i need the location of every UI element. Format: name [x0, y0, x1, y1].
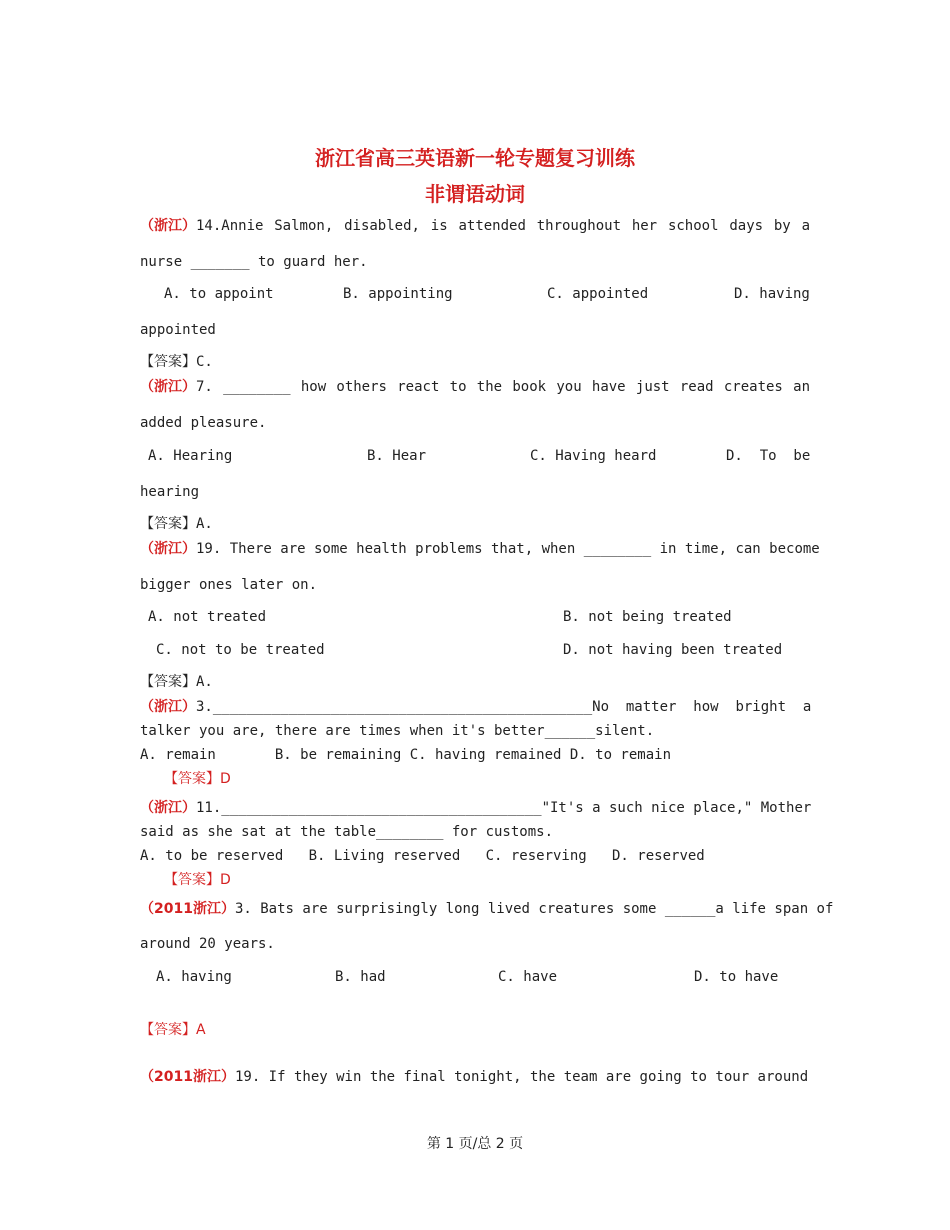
question-3-source: （浙江）	[140, 541, 196, 557]
question-4-line-2: talker you are, there are times when it's better______silent.	[140, 723, 655, 739]
question-2-option-a: A. Hearing	[148, 448, 233, 464]
question-5-line-2: said as she sat at the table________ for customs.	[140, 824, 554, 840]
question-3-line-2: bigger ones later on.	[140, 577, 318, 593]
question-1-option-a: A. to appoint	[164, 286, 274, 302]
question-1-option-b: B. appointing	[343, 286, 453, 302]
answer-label: 【答案】	[140, 516, 196, 532]
question-7-source: （2011浙江）	[140, 1069, 235, 1085]
question-6-line-1	[140, 899, 834, 919]
question-3-answer	[140, 672, 213, 692]
question-6-stem: 3. Bats are surprisingly long lived creatures some ______a life span of	[234, 901, 834, 917]
question-4-line-1	[140, 697, 810, 717]
question-5-answer: 【答案】D	[164, 872, 231, 888]
question-6-answer	[140, 1020, 206, 1040]
question-3-option-a: A. not treated	[148, 609, 267, 625]
question-5-source: （浙江）	[140, 800, 196, 816]
question-1-option-c: C. appointed	[547, 286, 649, 302]
question-5-line-1	[140, 798, 810, 818]
question-1-option-d: D. having	[734, 286, 810, 302]
answer-label: 【答案】	[140, 674, 196, 690]
question-1-source: （浙江）	[140, 218, 196, 234]
question-2-option-d: D. To be	[726, 448, 811, 464]
answer-value: C.	[196, 354, 213, 370]
question-3-stem: 19. There are some health problems that, when ________ in time, can become	[196, 541, 820, 557]
question-2-option-c: C. Having heard	[530, 448, 657, 464]
question-4-answer: 【答案】D	[164, 771, 231, 787]
answer-value: A.	[196, 674, 213, 690]
question-6-option-d: D. to have	[694, 969, 779, 985]
answer-value: A.	[196, 516, 213, 532]
question-3-option-d: D. not having been treated	[563, 642, 783, 658]
question-3-line-1	[140, 539, 820, 559]
question-1-stem: 14.Annie Salmon, disabled, is attended throughout her school days by a	[196, 218, 810, 234]
question-4-options: A. remain B. be remaining C. having remained D. to remain	[140, 747, 672, 763]
page-footer: 第 1 页/总 2 页	[426, 1136, 524, 1152]
question-1-line-1	[140, 216, 810, 236]
question-1-line-3: appointed	[140, 322, 216, 338]
question-2-line-3: hearing	[140, 484, 200, 500]
question-1-line-2: nurse _______ to guard her.	[140, 254, 368, 270]
answer-value: A	[196, 1022, 206, 1038]
question-2-stem: 7. ________ how others react to the book you have just read creates an	[196, 379, 810, 395]
question-3-option-b: B. not being treated	[563, 609, 732, 625]
document-title: 浙江省高三英语新一轮专题复习训练	[315, 146, 635, 170]
question-2-line-1	[140, 377, 810, 397]
question-5-options: A. to be reserved B. Living reserved C. reserving D. reserved	[140, 848, 705, 864]
question-6-line-2: around 20 years.	[140, 936, 275, 952]
question-6-source: （2011浙江）	[140, 901, 235, 917]
question-2-line-2: added pleasure.	[140, 415, 267, 431]
question-1-answer	[140, 352, 213, 372]
question-7-stem: 19. If they win the final tonight, the team are going to tour around	[234, 1069, 809, 1085]
question-3-option-c: C. not to be treated	[156, 642, 325, 658]
question-7-line-1	[140, 1067, 808, 1087]
answer-label: 【答案】	[140, 354, 196, 370]
question-2-source: （浙江）	[140, 379, 196, 395]
question-2-option-b: B. Hear	[367, 448, 427, 464]
question-6-option-a: A. having	[156, 969, 232, 985]
document-subtitle: 非谓语动词	[425, 182, 525, 206]
question-4-source: （浙江）	[140, 699, 196, 715]
question-6-option-b: B. had	[335, 969, 386, 985]
answer-label: 【答案】	[140, 1022, 196, 1038]
question-5-stem: 11.______________________________________"It's a such nice place," Mother	[196, 800, 812, 816]
question-6-option-c: C. have	[498, 969, 558, 985]
question-4-stem: 3._____________________________________________No matter how bright a	[196, 699, 812, 715]
question-2-answer	[140, 514, 213, 534]
